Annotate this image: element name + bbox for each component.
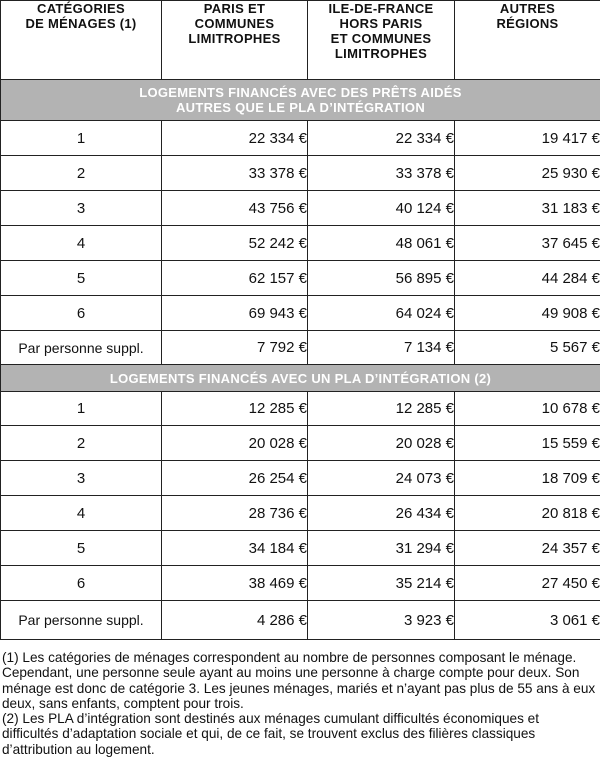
autres-value-cell: 19 417 € [455, 121, 600, 156]
category-cell: Par personne suppl. [1, 601, 162, 640]
table-row [1, 156, 600, 191]
autres-value-cell: 3 061 € [455, 601, 600, 640]
category-cell: 5 [1, 531, 162, 566]
category-cell: 5 [1, 261, 162, 296]
paris-value-cell: 7 792 € [162, 331, 308, 365]
idf-value-cell: 35 214 € [308, 566, 455, 601]
idf-value-cell: 40 124 € [308, 191, 455, 226]
category-cell: Par personne suppl. [1, 331, 162, 365]
autres-value-cell: 37 645 € [455, 226, 600, 261]
idf-value-cell: 26 434 € [308, 496, 455, 531]
table-row [1, 226, 600, 261]
idf-value-cell: 20 028 € [308, 426, 455, 461]
footnotes [2, 650, 598, 757]
autres-value-cell: 27 450 € [455, 566, 600, 601]
table-row [1, 426, 600, 461]
idf-value-cell: 64 024 € [308, 296, 455, 331]
category-cell: 3 [1, 191, 162, 226]
autres-value-cell: 25 930 € [455, 156, 600, 191]
footnote-1: (1) Les catégories de ménages correspondent au nombre de personnes composant le ménage. Cependant, une personne seule ayant au moins une personne à charge compte pour deux. Son ménage est donc de catégorie 3. Les jeunes ménages, mariés et n’ayant pas plus de 55 ans à eux deux, sans enfants, comptent pour trois. [2, 650, 596, 711]
paris-value-cell: 69 943 € [162, 296, 308, 331]
header-autres-regions: AUTRES RÉGIONS [455, 1, 600, 80]
table-row [1, 496, 600, 531]
paris-value-cell: 38 469 € [162, 566, 308, 601]
paris-value-cell: 43 756 € [162, 191, 308, 226]
idf-value-cell: 12 285 € [308, 392, 455, 426]
autres-value-cell: 44 284 € [455, 261, 600, 296]
autres-value-cell: 15 559 € [455, 426, 600, 461]
autres-value-cell: 18 709 € [455, 461, 600, 496]
section-row [1, 80, 600, 121]
idf-value-cell: 24 073 € [308, 461, 455, 496]
category-cell: 6 [1, 296, 162, 331]
paris-value-cell: 4 286 € [162, 601, 308, 640]
header-paris: PARIS ET COMMUNES LIMITROPHES [162, 1, 308, 80]
table-row [1, 566, 600, 601]
idf-value-cell: 7 134 € [308, 331, 455, 365]
idf-value-cell: 31 294 € [308, 531, 455, 566]
category-cell: 2 [1, 426, 162, 461]
idf-value-cell: 3 923 € [308, 601, 455, 640]
section-title: LOGEMENTS FINANCÉS AVEC DES PRÊTS AIDÉS AUTRES QUE LE PLA D’INTÉGRATION [1, 80, 600, 121]
table-row [1, 392, 600, 426]
header-row [1, 1, 600, 80]
table-row [1, 296, 600, 331]
table-row [1, 601, 600, 640]
category-cell: 2 [1, 156, 162, 191]
table-row [1, 461, 600, 496]
paris-value-cell: 34 184 € [162, 531, 308, 566]
category-cell: 1 [1, 392, 162, 426]
category-cell: 6 [1, 566, 162, 601]
category-cell: 4 [1, 226, 162, 261]
paris-value-cell: 52 242 € [162, 226, 308, 261]
table-row [1, 261, 600, 296]
idf-value-cell: 22 334 € [308, 121, 455, 156]
autres-value-cell: 24 357 € [455, 531, 600, 566]
header-categories: CATÉGORIES DE MÉNAGES (1) [1, 1, 162, 80]
autres-value-cell: 5 567 € [455, 331, 600, 365]
idf-value-cell: 56 895 € [308, 261, 455, 296]
table-row [1, 121, 600, 156]
autres-value-cell: 49 908 € [455, 296, 600, 331]
autres-value-cell: 31 183 € [455, 191, 600, 226]
autres-value-cell: 10 678 € [455, 392, 600, 426]
paris-value-cell: 28 736 € [162, 496, 308, 531]
table-row [1, 191, 600, 226]
paris-value-cell: 26 254 € [162, 461, 308, 496]
category-cell: 3 [1, 461, 162, 496]
table-row [1, 531, 600, 566]
category-cell: 4 [1, 496, 162, 531]
idf-value-cell: 33 378 € [308, 156, 455, 191]
footnote-2: (2) Les PLA d’intégration sont destinés aux ménages cumulant difficultés économiques et difficultés d’adaptation sociale et qui, de ce fait, se trouvent exclus des filières classiques d’attribution au logement. [2, 711, 540, 757]
paris-value-cell: 20 028 € [162, 426, 308, 461]
paris-value-cell: 22 334 € [162, 121, 308, 156]
paris-value-cell: 62 157 € [162, 261, 308, 296]
autres-value-cell: 20 818 € [455, 496, 600, 531]
idf-value-cell: 48 061 € [308, 226, 455, 261]
header-ile-de-france: ILE-DE-FRANCE HORS PARIS ET COMMUNES LIMITROPHES [308, 1, 455, 80]
table-row [1, 331, 600, 365]
section-row [1, 365, 600, 392]
paris-value-cell: 12 285 € [162, 392, 308, 426]
category-cell: 1 [1, 121, 162, 156]
section-title: LOGEMENTS FINANCÉS AVEC UN PLA D’INTÉGRATION (2) [1, 365, 600, 392]
table-body [1, 80, 600, 640]
paris-value-cell: 33 378 € [162, 156, 308, 191]
